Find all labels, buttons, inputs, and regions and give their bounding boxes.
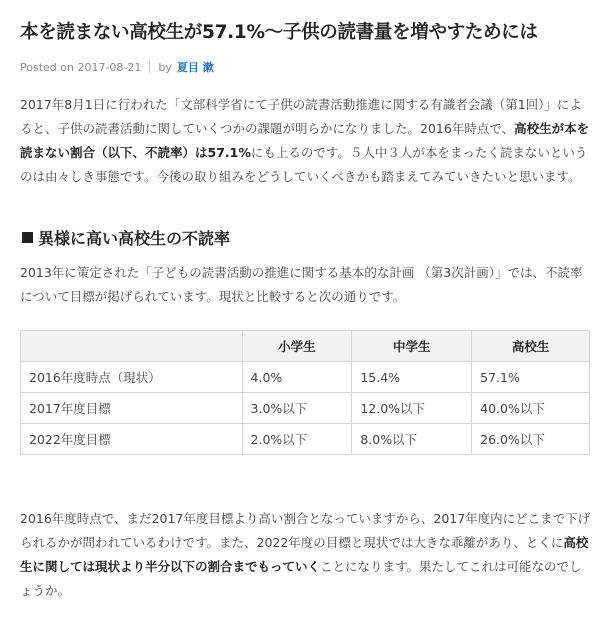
table-cell: 2016年度時点（現状） xyxy=(21,362,243,393)
intro-text-1: 2017年8月1日に行われた「文部科学省にて子供の読書活動推進に関する有識者会議（第1回）」によると、子供の読書活動に関していくつかの課題が明らかになりました。2016年時点で、 xyxy=(20,97,582,136)
table-cell: 15.4% xyxy=(352,362,472,393)
table-cell: 3.0%以下 xyxy=(242,393,352,424)
intro-bold-text: 高校生が本を読まない割合（以下、不読率）は57.1% xyxy=(20,121,590,160)
table-header-row xyxy=(21,331,590,362)
closing-paragraph xyxy=(20,507,594,603)
table-cell: 57.1% xyxy=(472,362,590,393)
square-bullet-icon xyxy=(22,232,33,243)
section-heading xyxy=(22,226,230,249)
closing-text-2: ことになります。果たしてこれは可能なのでしょうか。 xyxy=(20,559,582,598)
table-header-cell: 中学生 xyxy=(352,331,472,362)
table-header-cell xyxy=(21,331,243,362)
table-cell: 26.0%以下 xyxy=(472,424,590,455)
closing-bold-text: 高校生に関しては現状より半分以下の割合までもっていく xyxy=(20,535,589,574)
author-link[interactable]: 夏目 漱 xyxy=(176,61,214,74)
posted-date: Posted on 2017-08-21 xyxy=(20,60,142,74)
table-cell: 2022年度目標 xyxy=(21,424,243,455)
section-paragraph: 2013年に策定された「子どもの読書活動の推進に関する基本的な計画 （第3次計画）」では、不読率について目標が掲げられています。現状と比較すると次の通りです。 xyxy=(20,265,583,304)
table-row xyxy=(21,362,590,393)
table-cell: 8.0%以下 xyxy=(352,424,472,455)
post-meta xyxy=(20,59,214,75)
article-title: 本を読まない高校生が57.1%〜子供の読書量を増やすためには xyxy=(20,22,538,43)
meta-divider xyxy=(149,61,150,73)
non-reading-rate-table xyxy=(20,330,590,455)
table-cell: 2017年度目標 xyxy=(21,393,243,424)
table-cell: 12.0%以下 xyxy=(352,393,472,424)
table-cell: 40.0%以下 xyxy=(472,393,590,424)
section-heading-text: 異様に高い高校生の不読率 xyxy=(38,229,231,248)
table-row xyxy=(21,424,590,455)
table-cell: 2.0%以下 xyxy=(242,424,352,455)
intro-paragraph xyxy=(20,93,594,189)
by-label: by xyxy=(158,60,172,74)
closing-text-1: 2016年度時点で、まだ2017年度目標より高い割合となっていますから、2017年度内にどこまで下げられるかが問われているわけです。また、2022年度の目標と現状では大きな乖離があり、とくに xyxy=(20,511,591,550)
table-header-cell: 小学生 xyxy=(242,331,352,362)
table-header-cell: 高校生 xyxy=(472,331,590,362)
intro-text-2: にも上るのです。５人中３人が本をまったく読まないというのは由々しき事態です。今後の取り組みをどうしていくべきかも踏まえてみていきたいと思います。 xyxy=(20,145,588,184)
table-cell: 4.0% xyxy=(242,362,352,393)
table-row xyxy=(21,393,590,424)
